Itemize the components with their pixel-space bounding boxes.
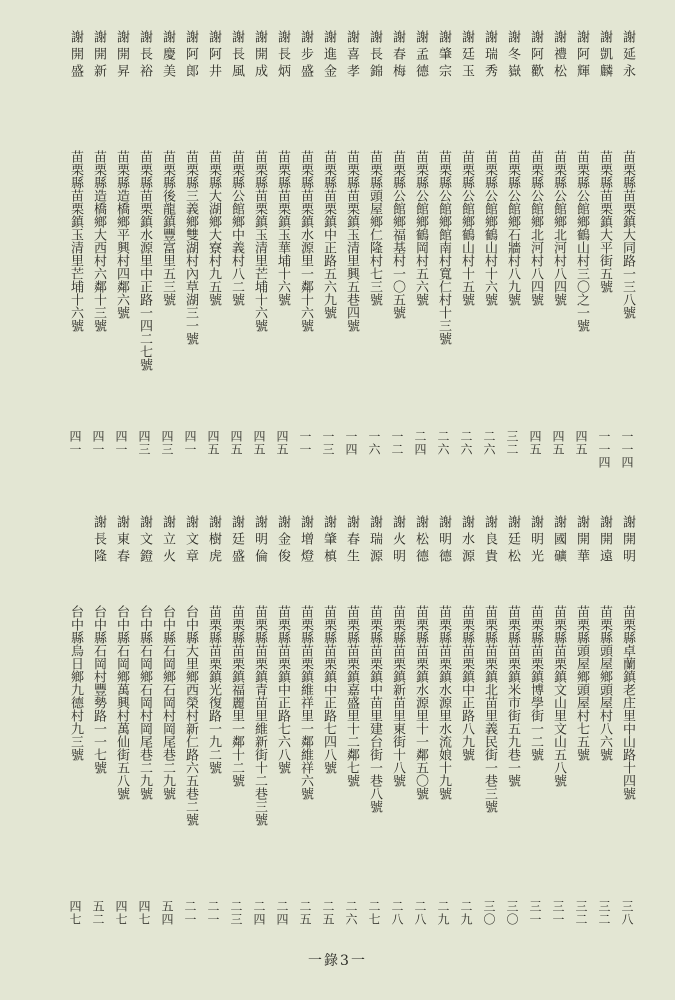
top-entry-12-code: 一六 <box>367 430 381 456</box>
bottom-entry-16-name: 謝金俊 <box>275 515 290 566</box>
top-entry-15-name: 謝步盛 <box>298 30 313 81</box>
top-entry-20-name: 謝阿郎 <box>183 30 198 81</box>
top-entry-11-name: 謝春梅 <box>390 30 405 81</box>
top-entry-5-code: 四五 <box>528 430 542 456</box>
top-entry-8-name: 謝廷玉 <box>459 30 474 81</box>
top-entry-10-name: 謝孟德 <box>413 30 428 81</box>
top-entry-13-name: 謝喜孝 <box>344 30 359 81</box>
top-entry-25-name: 謝開盛 <box>68 30 83 81</box>
bottom-entry-10-addr: 苗栗縣苗栗鎮水源里十一鄰五〇號 <box>413 605 428 800</box>
top-entry-12-name: 謝長錦 <box>367 30 382 81</box>
top-entry-19-name: 謝阿井 <box>206 30 221 81</box>
top-entry-24-code: 四一 <box>91 430 105 456</box>
top-entry-18-code: 四五 <box>229 430 243 456</box>
top-entry-9-name: 謝肇宗 <box>436 30 451 81</box>
top-entry-21-name: 謝慶美 <box>160 30 175 81</box>
top-entry-10-addr: 苗栗縣公館鄉鶴岡村五六號 <box>413 150 428 306</box>
top-entry-4-name: 謝禮松 <box>551 30 566 81</box>
bottom-entry-20-name: 謝文章 <box>183 515 198 566</box>
bottom-entry-16-code: 二四 <box>275 900 289 926</box>
bottom-entry-9-code: 二九 <box>436 900 450 926</box>
bottom-entry-6-addr: 苗栗縣苗栗鎮米市街五九巷一號 <box>505 605 520 787</box>
bottom-entry-15-code: 二五 <box>298 900 312 926</box>
top-entry-21-code: 四三 <box>160 430 174 456</box>
bottom-entry-23-code: 四七 <box>114 900 128 926</box>
bottom-entry-19-code: 二一 <box>206 900 220 926</box>
top-entry-25-code: 四一 <box>68 430 82 456</box>
bottom-entry-15-addr: 苗栗縣苗栗鎮維祥里一鄰維祥六號 <box>298 605 313 800</box>
bottom-entry-3-addr: 苗栗縣頭屋鄉頭屋村七五號 <box>574 605 589 761</box>
top-entry-4-code: 四五 <box>551 430 565 456</box>
top-entry-15-code: 一一 <box>298 430 312 456</box>
top-entry-2-name: 謝凱麟 <box>597 30 612 81</box>
bottom-entry-20-code: 二一 <box>183 900 197 926</box>
bottom-entry-13-name: 謝春生 <box>344 515 359 566</box>
bottom-entry-3-name: 謝開華 <box>574 515 589 566</box>
top-entry-17-name: 謝開成 <box>252 30 267 81</box>
top-entry-5-addr: 苗栗縣公館鄉北河村八四號 <box>528 150 543 306</box>
top-entry-14-addr: 苗栗縣苗栗鎮中正路五六九號 <box>321 150 336 319</box>
bottom-entry-9-name: 謝明德 <box>436 515 451 566</box>
top-entry-13-code: 一四 <box>344 430 358 456</box>
bottom-entry-10-code: 二八 <box>413 900 427 926</box>
top-entry-1-name: 謝延永 <box>620 30 635 81</box>
top-entry-24-addr: 苗栗縣造橋鄉大西村六鄰十三號 <box>91 150 106 332</box>
top-entry-22-code: 四三 <box>137 430 151 456</box>
bottom-entry-24-name: 謝長隆 <box>91 515 106 566</box>
top-entry-7-name: 謝瑞秀 <box>482 30 497 81</box>
bottom-entry-1-name: 謝開明 <box>620 515 635 566</box>
bottom-entry-5-addr: 苗栗縣苗栗鎮博學街一二號 <box>528 605 543 761</box>
top-entry-7-code: 二六 <box>482 430 496 456</box>
top-entry-25-addr: 苗栗縣苗栗鎮玉清里芒埔十六號 <box>68 150 83 332</box>
bottom-entry-1-addr: 苗栗縣卓蘭鎮老庄里中山路十四號 <box>620 605 635 800</box>
top-entry-11-code: 一二 <box>390 430 404 456</box>
bottom-entry-23-addr: 台中縣石岡鄉萬興村萬仙街五八號 <box>114 605 129 800</box>
top-entry-23-code: 四一 <box>114 430 128 456</box>
bottom-entry-4-addr: 苗栗縣苗栗鎮文山里文山五八號 <box>551 605 566 787</box>
top-entry-18-addr: 苗栗縣公館鄉中義村八二號 <box>229 150 244 306</box>
top-entry-6-addr: 苗栗縣公館鄉石牆村八九號 <box>505 150 520 306</box>
bottom-entry-25-code: 四七 <box>68 900 82 926</box>
bottom-entry-8-code: 二九 <box>459 900 473 926</box>
bottom-entry-22-addr: 台中縣石岡鄉石岡村岡尾巷二九號 <box>137 605 152 800</box>
bottom-entry-10-name: 謝松德 <box>413 515 428 566</box>
bottom-entry-12-code: 二七 <box>367 900 381 926</box>
top-entry-7-addr: 苗栗縣公館鄉鶴山村十六號 <box>482 150 497 306</box>
top-entry-3-addr: 苗栗縣公館鄉鶴山村三〇之一號 <box>574 150 589 332</box>
bottom-entry-11-addr: 苗栗縣苗栗鎮新苗里東街十八號 <box>390 605 405 787</box>
bottom-entry-6-code: 三〇 <box>505 900 519 926</box>
top-entry-6-name: 謝冬嶽 <box>505 30 520 81</box>
bottom-entry-22-code: 四七 <box>137 900 151 926</box>
bottom-entry-8-name: 謝水源 <box>459 515 474 566</box>
top-entry-4-addr: 苗栗縣公館鄉北河村八四號 <box>551 150 566 306</box>
bottom-entry-12-name: 謝瑞源 <box>367 515 382 566</box>
bottom-entry-14-name: 謝肇槙 <box>321 515 336 566</box>
bottom-entry-5-name: 謝明光 <box>528 515 543 566</box>
top-entry-2-addr: 苗栗縣苗栗鎮大平街五號 <box>597 150 612 293</box>
bottom-entry-18-code: 二三 <box>229 900 243 926</box>
bottom-entry-20-addr: 台中縣大里鄉西榮村新仁路六五巷二號 <box>183 605 198 826</box>
top-entry-21-addr: 苗栗縣後龍鎮豐富里五三號 <box>160 150 175 306</box>
top-entry-9-code: 二六 <box>436 430 450 456</box>
top-entry-13-addr: 苗栗縣苗栗鎮玉清里興五巷四號 <box>344 150 359 332</box>
top-entry-16-code: 四五 <box>275 430 289 456</box>
bottom-entry-25-addr: 台中縣烏日鄉九德村九三號 <box>68 605 83 761</box>
bottom-entry-24-addr: 台中縣石岡村豐勢路一一七號 <box>91 605 106 774</box>
bottom-entry-1-code: 三八 <box>620 900 634 926</box>
top-entry-19-addr: 苗栗縣大湖鄉大寮村九五號 <box>206 150 221 306</box>
bottom-entry-24-code: 五二 <box>91 900 105 926</box>
top-entry-9-addr: 苗栗縣公館鄉館南村寬仁村十三號 <box>436 150 451 345</box>
top-entry-16-addr: 苗栗縣苗栗鎮玉華埔十六號 <box>275 150 290 306</box>
top-entry-1-addr: 苗栗縣苗栗鎮大同路一三八號 <box>620 150 635 319</box>
top-entry-20-addr: 苗栗縣三義鄉雙湖村內草湖三一號 <box>183 150 198 345</box>
bottom-entry-16-addr: 苗栗縣苗栗鎮中正路七六八號 <box>275 605 290 774</box>
bottom-entry-12-addr: 苗栗縣苗栗鎮中苗里建台街一巷八號 <box>367 605 382 813</box>
top-entry-19-code: 四五 <box>206 430 220 456</box>
top-entry-10-code: 二四 <box>413 430 427 456</box>
bottom-entry-22-name: 謝文鐙 <box>137 515 152 566</box>
bottom-entry-17-code: 二四 <box>252 900 266 926</box>
top-entry-14-name: 謝進金 <box>321 30 336 81</box>
bottom-entry-15-name: 謝增燈 <box>298 515 313 566</box>
bottom-entry-21-name: 謝立火 <box>160 515 175 566</box>
top-entry-16-name: 謝長炳 <box>275 30 290 81</box>
top-entry-22-name: 謝長裕 <box>137 30 152 81</box>
top-entry-3-name: 謝阿輝 <box>574 30 589 81</box>
bottom-entry-13-code: 二六 <box>344 900 358 926</box>
bottom-entry-14-code: 二五 <box>321 900 335 926</box>
bottom-entry-11-code: 二八 <box>390 900 404 926</box>
bottom-entry-14-addr: 苗栗縣苗栗鎮中正路七四八號 <box>321 605 336 774</box>
top-entry-11-addr: 苗栗縣公館鄉福基村一〇五號 <box>390 150 405 319</box>
bottom-entry-2-code: 三二 <box>597 900 611 926</box>
top-entry-12-addr: 苗栗縣頭屋鄉仁隆村七三號 <box>367 150 382 306</box>
top-entry-8-addr: 苗栗縣公館鄉鶴山村十五號 <box>459 150 474 306</box>
top-entry-15-addr: 苗栗縣苗栗鎮水源里一鄰十六號 <box>298 150 313 332</box>
top-entry-17-addr: 苗栗縣苗栗鎮玉清里芒埔十六號 <box>252 150 267 332</box>
bottom-entry-2-name: 謝開遠 <box>597 515 612 566</box>
bottom-entry-8-addr: 苗栗縣苗栗鎮中正路八九號 <box>459 605 474 761</box>
bottom-entry-21-code: 五四 <box>160 900 174 926</box>
bottom-entry-9-addr: 苗栗縣苗栗鎮水源里水流娘十九號 <box>436 605 451 800</box>
bottom-entry-4-name: 謝國礦 <box>551 515 566 566</box>
bottom-entry-13-addr: 苗栗縣苗栗鎮嘉盛里十二鄰七號 <box>344 605 359 787</box>
top-entry-1-code: 一一四 <box>620 430 634 469</box>
bottom-entry-7-name: 謝良貴 <box>482 515 497 566</box>
top-entry-8-code: 二六 <box>459 430 473 456</box>
bottom-entry-3-code: 三二 <box>574 900 588 926</box>
top-entry-20-code: 四一 <box>183 430 197 456</box>
top-entry-23-name: 謝開昇 <box>114 30 129 81</box>
bottom-entry-18-name: 謝廷盛 <box>229 515 244 566</box>
bottom-entry-17-name: 謝明倫 <box>252 515 267 566</box>
top-entry-5-name: 謝阿歡 <box>528 30 543 81</box>
top-entry-14-code: 一三 <box>321 430 335 456</box>
bottom-entry-18-addr: 苗栗縣苗栗鎮福麗里一鄰十二號 <box>229 605 244 787</box>
page-footer: 一錄3一 <box>308 953 367 969</box>
bottom-entry-5-code: 三一 <box>528 900 542 926</box>
bottom-entry-17-addr: 苗栗縣苗栗鎮青苗里維新街十二巷三號 <box>252 605 267 826</box>
bottom-entry-11-name: 謝火明 <box>390 515 405 566</box>
bottom-entry-19-addr: 苗栗縣苗栗鎮光復路一九二號 <box>206 605 221 774</box>
bottom-entry-7-code: 三〇 <box>482 900 496 926</box>
bottom-entry-2-addr: 苗栗縣頭屋鄉頭屋村八六號 <box>597 605 612 761</box>
bottom-entry-6-name: 謝廷松 <box>505 515 520 566</box>
bottom-entry-4-code: 三一 <box>551 900 565 926</box>
bottom-entry-7-addr: 苗栗縣苗栗鎮北苗里義民街一巷三號 <box>482 605 497 813</box>
top-entry-6-code: 三二 <box>505 430 519 456</box>
bottom-entry-23-name: 謝東春 <box>114 515 129 566</box>
bottom-entry-21-addr: 台中縣石岡鄉石岡村岡尾巷二九號 <box>160 605 175 800</box>
bottom-entry-19-name: 謝樹虎 <box>206 515 221 566</box>
top-entry-22-addr: 苗栗縣苗栗鎮水源里中正路一四二七號 <box>137 150 152 371</box>
top-entry-2-code: 一一四 <box>597 430 611 469</box>
top-entry-3-code: 四五 <box>574 430 588 456</box>
top-entry-23-addr: 苗栗縣造橋鄉平興村四鄰六號 <box>114 150 129 319</box>
top-entry-17-code: 四五 <box>252 430 266 456</box>
top-entry-18-name: 謝長風 <box>229 30 244 81</box>
top-entry-24-name: 謝開新 <box>91 30 106 81</box>
